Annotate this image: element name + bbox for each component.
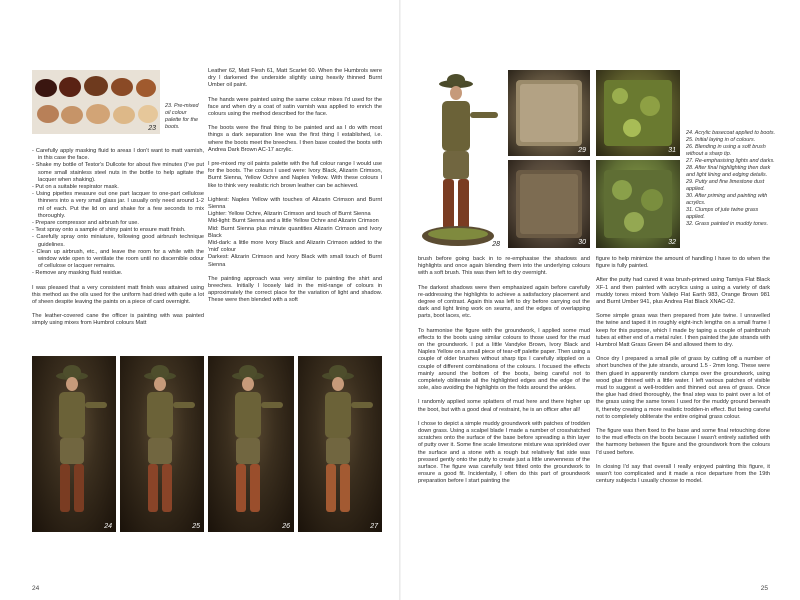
caption-item: 30. After priming and painting with acrylics. xyxy=(686,193,768,206)
paragraph: To harmonise the figure with the groundwork, I applied some mud effects to the boots using similar colours to those used for the mud on the groundwork. I put a little Vandyke Brown, Ivory Black and Naples Yellow on a small piece of tear-off palette paper. Then using a couple of older brushes without sharp tips I carefully stippled on a couple of different combinations of the colours. I focused the effects mainly around the bottom of the boots, being careful not to completely obliterate all the highlighted edges and the edge of the sole, also avoiding the highlights on the folds around the ankles. xyxy=(418,327,590,392)
photo-number: 23 xyxy=(148,125,156,132)
photo-base-32 xyxy=(596,160,680,248)
right-column-2 xyxy=(596,256,770,492)
paragraph: I randomly applied some splatters of mud here and there higher up the boot, but with a good deal of restraint, he is an officer after all! xyxy=(418,399,590,413)
list-item: - Carefully apply masking fluid to areas I don't want to matt varnish, in this case the face. xyxy=(32,148,204,162)
list-item: - Put on a suitable respirator mask. xyxy=(32,184,204,191)
paragraph: The darkest shadows were then emphasized again before carefully re-addressing the highlights to achieve a satisfactory placement and degree of contrast. Again this was left to dry before carrying out the dark and light lining work on seams, and the edges of overlapping parts, boot laces, etc. xyxy=(418,284,590,320)
caption-item: 28. After final highlighting then dark and light lining and edging details. xyxy=(686,165,771,178)
photo-number: 26 xyxy=(282,523,290,530)
paragraph: In closing I'd say that overall I really enjoyed painting this figure, it wasn't too complicated and it made a nice departure from the 19th century subjects I usually choose to model. xyxy=(596,463,770,485)
photo-number: 29 xyxy=(578,147,586,154)
paragraph: After the putty had cured it was brush-primed using Tamiya Flat Black XF-1 and then painted with acrylics using a using a variety of dark muddy tones mixed from Vallejo Flat Earth 983, Orange Brown 981 and Burnt Umber 941, plus Andrea Flat Black XNAC-02. xyxy=(596,277,770,306)
photo-base-31 xyxy=(596,70,680,156)
list-item: - Test spray onto a sample of shiny paint to ensure matt finish. xyxy=(32,227,204,234)
paragraph: Leather 62, Matt Flesh 61, Matt Scarlet 60. When the Humbrols were dry I darkened the underside slightly using heavily thinned Burnt Umber oil paint. xyxy=(208,68,382,89)
photo-number: 27 xyxy=(370,523,378,530)
caption-item: 32. Grass painted in muddy tones. xyxy=(686,221,769,227)
left-column-2 xyxy=(208,68,382,312)
paragraph: I was pleased that a very consistent matt finish was attained using this method as the oils used for the uniform had dried with quite a lot of sheen despite leaving the paints on a piece of card overnight. xyxy=(32,284,204,306)
photo-number: 31 xyxy=(668,147,676,154)
photo-number: 24 xyxy=(104,523,112,530)
right-column-1 xyxy=(418,256,590,493)
photo-number: 28 xyxy=(492,241,500,248)
captions-list xyxy=(686,130,778,228)
left-column-1 xyxy=(32,148,204,335)
photo-number: 30 xyxy=(578,239,586,246)
list-item: - Prepare compressor and airbrush for use. xyxy=(32,220,204,227)
list-item: - Carefully spray onto miniature, following good airbrush technique guidelines. xyxy=(32,234,204,248)
page-number-right: 25 xyxy=(760,585,768,592)
paragraph: I chose to depict a simple muddy groundwork with patches of trodden down grass. Using a scalpel blade I made a number of crosshatched scratches onto the surface of the base before spreading a thin layer of putty over it. Some fine scale limestone mixture was sprinkled over the surface and a stone with a rough but relatively flat side was pressed gently onto the putty to create just a little unevenness of the surface. The figure was carefully test fitted onto the groundwork to ensure a good fit. Incidentally, I often do this part of groundwork preparation before I start painting the xyxy=(418,420,590,485)
palette-blobs-image xyxy=(32,70,160,134)
paragraph: brush before going back in to re-emphasise the shadows and highlights and once again blending them into the underlying colours with a soft brush. This was then left to dry overnight. xyxy=(418,256,590,277)
list-item: - Using pipettes measure out one part lacquer to one-part cellulose thinners into a very small glass jar. I usually only need around 1-2 ml of each. Put the lid on and shake for a few seconds to mix thoroughly. xyxy=(32,191,204,220)
paragraph: The figure was then fixed to the base and some final retouching done to the mud effects on the boots because I wasn't entirely satisfied with the harmony between the figure and the groundwork from the colours I'd used before. xyxy=(596,428,770,456)
photo-base-30 xyxy=(508,160,590,248)
photo-number: 25 xyxy=(192,523,200,530)
paragraph: The painting approach was very similar to painting the shirt and breeches. Initially I loosely laid in the mid-range of colours in approximately the correct place for the variation of light and shadow. These were then blended with a soft xyxy=(208,275,382,304)
list-item: - Shake my bottle of Testor's Dullcote for about five minutes (I've put some small stainless steel nuts in the bottle to help agitate the lacquer when shaking). xyxy=(32,162,204,184)
caption-item: 27. Re-emphasising lights and darks. xyxy=(686,158,775,164)
caption-23: 23. Pre-mixed oil colour palette for the boots. xyxy=(165,103,199,130)
page-gutter xyxy=(399,0,401,600)
caption-item: 25. Initial laying in of colours. xyxy=(686,137,756,143)
photo-figure-24 xyxy=(32,356,116,532)
colour-mixes xyxy=(208,197,382,269)
paragraph: The hands were painted using the same colour mixes I'd used for the face and when dry a coat of satin varnish was applied to enrich the colours using the method described for the face. xyxy=(208,96,382,118)
paragraph: I pre-mixed my oil paints palette with the full colour range I would use for the boots. The colours I used were: Ivory Black, Alizarin Crimson, Burnt Sienna, Yellow Ochre and Naples Yellow. With these colours I like to think very realistic rich brown leather can be achieved. xyxy=(208,161,382,189)
photo-base-29 xyxy=(508,70,590,156)
caption-item: 26. Blending in using a soft brush without a sharp tip. xyxy=(686,144,766,157)
paragraph: The leather-covered cane the officer is painting with was painted simply using mixes from Humbrol colours Matt xyxy=(32,313,204,327)
paragraph: The boots were the final thing to be painted and as I do with most things a dark separation line was the first thing I established, i.e. where the boots meet the breeches. I then base coated the boots with Andrea Dark Brown AC-17 acrylic. xyxy=(208,125,382,153)
paragraph: Once dry I prepared a small pile of grass by cutting off a number of short bunches of the jute strands, around 1.5 - 2mm long. These were then glued in apparently random clumps over the groundwork, using wood glue thinned with a little water. I left various patches of visible mud to suggest a well-trodden and thinned out area of grass. Once the glue had dried thoroughly, the final step was to paint over a lot of the grass using the same tones I used for the muddy ground beneath it, thereby creating a more realistic trodden-in effect. But being careful not to completely obliterate the entire original grass colour. xyxy=(596,356,770,420)
list-item: - Clean up airbrush, etc., and leave the room for a while with the window wide open to ventilate the room until no discernible odour of cellulose or lacquer remains. xyxy=(32,249,204,271)
list-item: - Remove any masking fluid residue. xyxy=(32,270,204,277)
caption-item: 24. Acrylic basecoat applied to boots. xyxy=(686,130,776,136)
mix-item: Mid: Burnt Sienna plus minute quantities Alizarin Crimson and Ivory Black xyxy=(208,225,382,239)
photo-figure-26 xyxy=(208,356,294,532)
mix-item: Lightest: Naples Yellow with touches of Alizarin Crimson and Burnt Sienna xyxy=(208,196,382,211)
caption-item: 29. Putty and fine limestone dust applied. xyxy=(686,179,765,192)
mix-item: Mid-dark: a little more Ivory Black and Alizarin Crimson added to the 'mid' colour xyxy=(208,240,382,254)
page-number-left: 24 xyxy=(32,585,40,592)
photo-number: 32 xyxy=(668,239,676,246)
photo-figure-28 xyxy=(418,72,504,250)
photo-figure-27 xyxy=(298,356,382,532)
caption-item: 31. Clumps of jute twine grass applied. xyxy=(686,207,759,220)
mix-item: Lighter: Yellow Ochre, Alizarin Crimson and touch of Burnt Sienna xyxy=(208,211,371,218)
paragraph: Some simple grass was then prepared from jute twine. I unravelled the twine and taped it in roughly eight-inch lengths on a small frame I keep for this purpose, which I made by taping a couple of paintbrush tubes at either end of a metal ruler. I then painted the jute strands with Humbrol Matt Grass Green 84 and allowed them to dry. xyxy=(596,313,770,349)
mix-item: Mid-light: Burnt Sienna and a little Yellow Ochre and Alizarin Crimson xyxy=(208,218,379,225)
paragraph: figure to help minimize the amount of handling I have to do when the figure is fully painted. xyxy=(596,256,770,270)
mix-item: Darkest: Alizarin Crimson and Ivory Black with small touch of Burnt Sienna xyxy=(208,254,382,268)
photo-figure-25 xyxy=(120,356,204,532)
photo-palette xyxy=(32,70,160,134)
varnish-steps-list xyxy=(32,148,204,278)
